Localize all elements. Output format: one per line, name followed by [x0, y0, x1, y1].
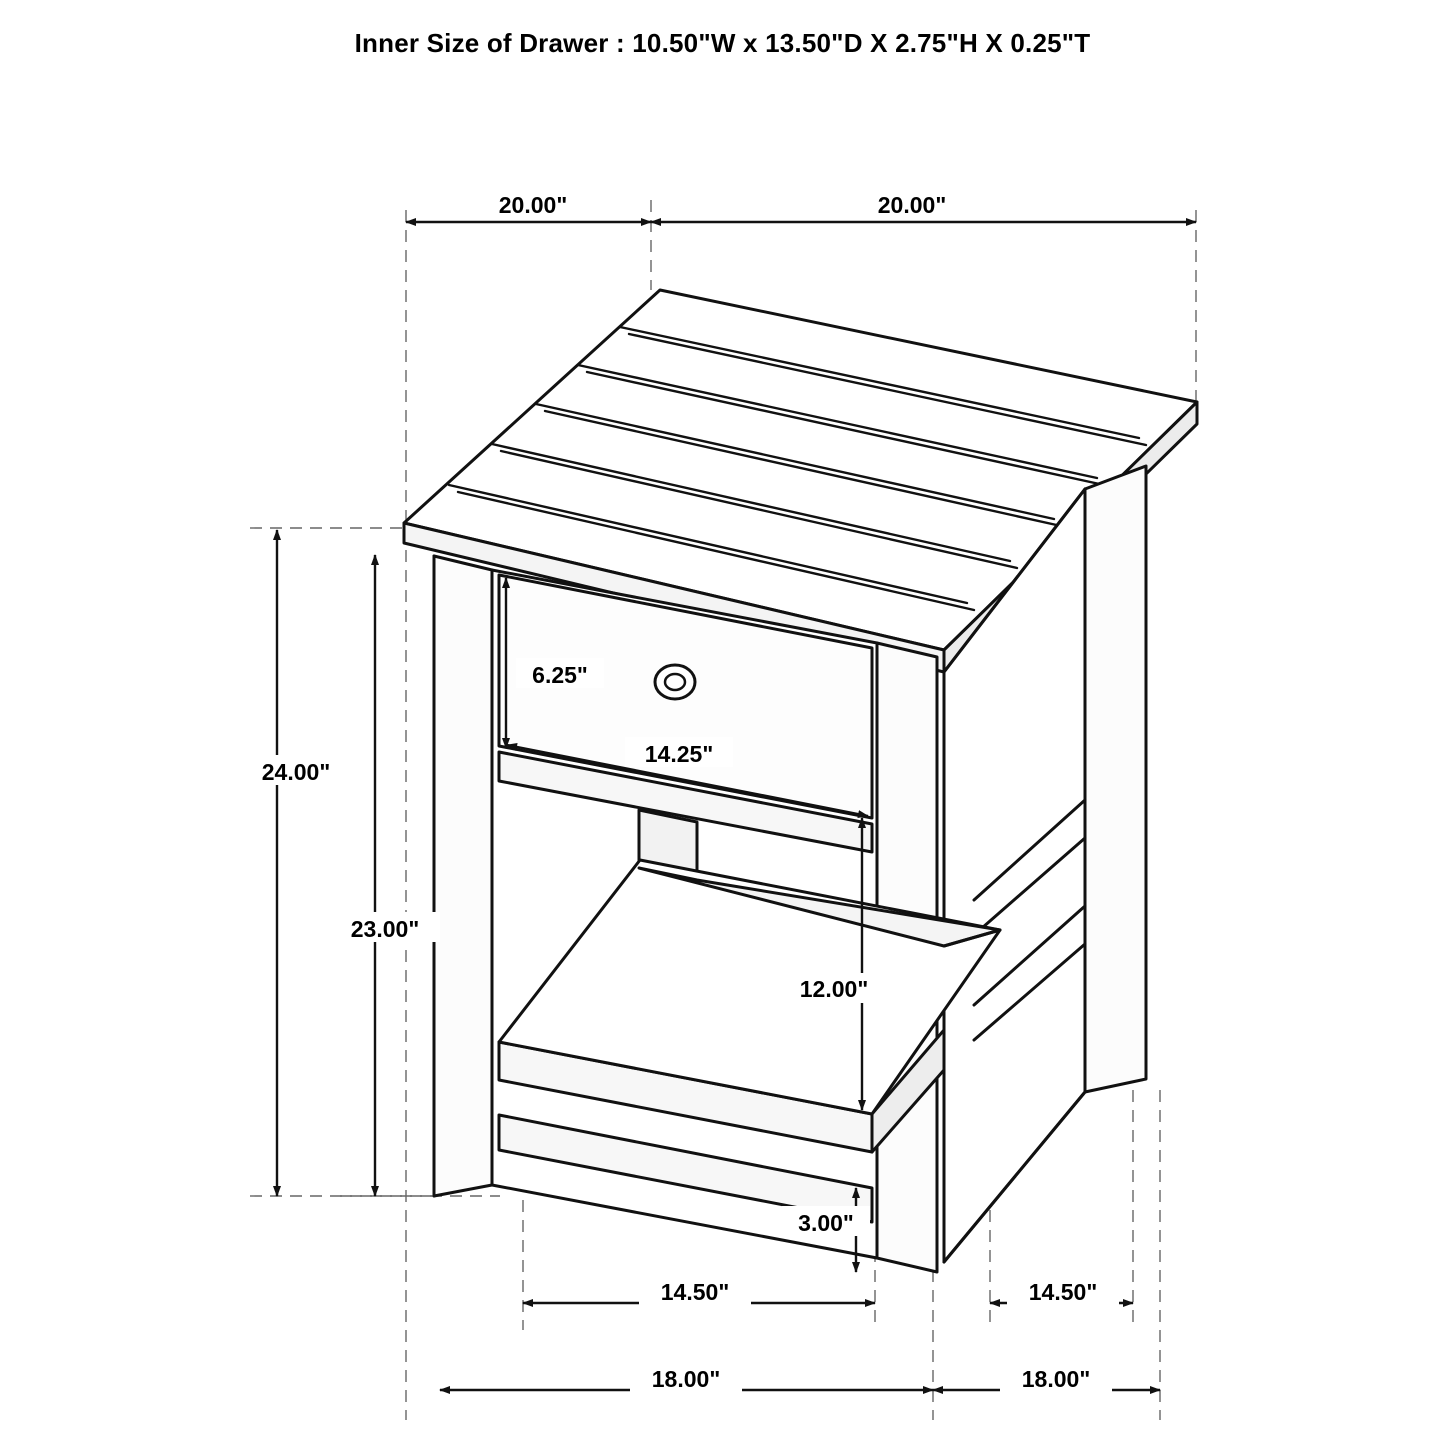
- dim-label-leg-clearance: 3.00": [798, 1210, 854, 1236]
- dim-label-drawer-width: 14.25": [644, 741, 714, 767]
- end-table-illustration: [404, 290, 1197, 1272]
- dim-label-overall-depth: 18.00": [1021, 1366, 1091, 1392]
- dim-label-overall-width: 18.00": [651, 1366, 721, 1392]
- dim-label-overall-height: 24.00": [261, 759, 331, 785]
- dim-label-shelf-clearance: 12.00": [799, 976, 869, 1002]
- page-title: Inner Size of Drawer : 10.50"W x 13.50"D X 2.75"H X 0.25"T: [354, 28, 1091, 58]
- dim-label-top-left: 20.00": [498, 192, 568, 218]
- dim-label-drawer-height: 6.25": [532, 662, 588, 688]
- dim-label-inner-depth-side: 14.50": [1028, 1279, 1098, 1305]
- dim-label-height-23: 23.00": [350, 916, 420, 942]
- dim-label-top-right: 20.00": [877, 192, 947, 218]
- dim-label-inner-width-front: 14.50": [660, 1279, 730, 1305]
